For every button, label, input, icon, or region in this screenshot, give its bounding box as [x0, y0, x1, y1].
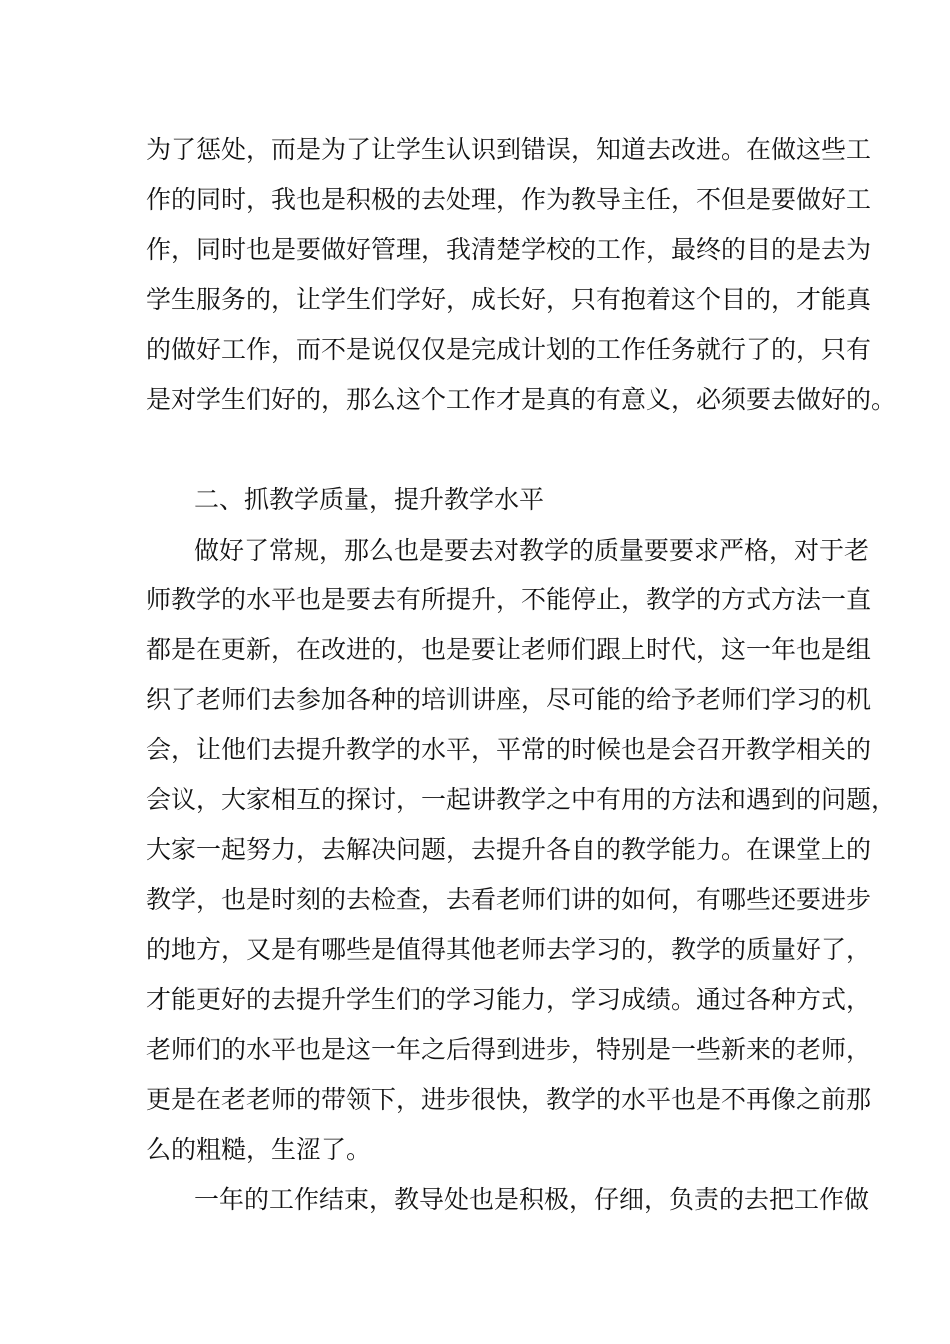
paragraph-2-line: 么的粗糙，生涩了。 [146, 1135, 372, 1164]
paragraph-1-line: 为了惩处，而是为了让学生认识到错误，知道去改进。在做这些工 [146, 135, 872, 164]
paragraph-2-line: 大家一起努力，去解决问题，去提升各自的教学能力。在课堂上的 [146, 835, 872, 864]
paragraph-2-line: 老师们的水平也是这一年之后得到进步，特别是一些新来的老师， [146, 1035, 872, 1064]
paragraph-2-line: 师教学的水平也是要去有所提升，不能停止，教学的方式方法一直 [146, 585, 872, 614]
paragraph-3-line: 一年的工作结束，教导处也是积极，仔细，负责的去把工作做 [194, 1185, 870, 1214]
paragraph-2-line: 才能更好的去提升学生们的学习能力，学习成绩。通过各种方式， [146, 985, 872, 1014]
paragraph-2-line: 做好了常规，那么也是要去对教学的质量要要求严格，对于老 [194, 536, 870, 565]
section-heading: 二、抓教学质量，提升教学水平 [194, 485, 545, 514]
paragraph-2-line: 教学，也是时刻的去检查，去看老师们讲的如何，有哪些还要进步 [146, 885, 872, 914]
paragraph-1-line: 作，同时也是要做好管理，我清楚学校的工作，最终的目的是去为 [146, 235, 872, 264]
paragraph-2-line: 都是在更新，在改进的，也是要让老师们跟上时代，这一年也是组 [146, 635, 872, 664]
paragraph-1-line: 作的同时，我也是积极的去处理，作为教导主任，不但是要做好工 [146, 185, 872, 214]
paragraph-2-line: 会议，大家相互的探讨，一起讲教学之中有用的方法和遇到的问题， [146, 785, 897, 814]
paragraph-1-line: 是对学生们好的，那么这个工作才是真的有意义，必须要去做好的。 [146, 385, 897, 414]
paragraph-2-line: 织了老师们去参加各种的培训讲座，尽可能的给予老师们学习的机 [146, 685, 872, 714]
paragraph-2-line: 更是在老老师的带领下，进步很快，教学的水平也是不再像之前那 [146, 1085, 872, 1114]
paragraph-1-line: 的做好工作，而不是说仅仅是完成计划的工作任务就行了的，只有 [146, 335, 872, 364]
paragraph-2-line: 的地方，又是有哪些是值得其他老师去学习的，教学的质量好了， [146, 935, 872, 964]
paragraph-1-line: 学生服务的，让学生们学好，成长好，只有抱着这个目的，才能真 [146, 285, 872, 314]
paragraph-2-line: 会，让他们去提升教学的水平，平常的时候也是会召开教学相关的 [146, 735, 872, 764]
